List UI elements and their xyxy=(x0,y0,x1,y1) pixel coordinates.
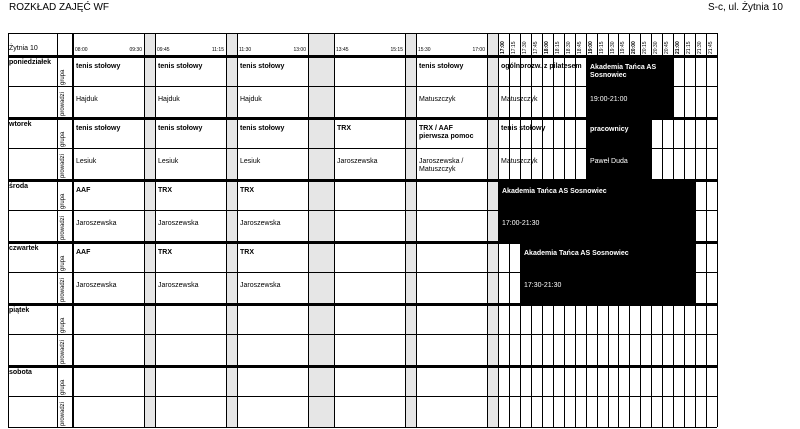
time-header-end: 15:15 xyxy=(390,47,403,53)
column-line xyxy=(226,33,227,427)
activity-name: TRX / AAF pierwsza pomoc xyxy=(419,125,474,140)
day-name: sobota xyxy=(9,369,32,376)
booking-info: Paweł Duda xyxy=(590,158,628,165)
activity-name: tenis stołowy xyxy=(240,63,285,70)
grid-left-line xyxy=(8,33,9,427)
activity-name: tenis stołowy xyxy=(158,125,203,132)
quarter-slot-label: 18:30 xyxy=(565,41,572,54)
quarter-slot-label: 20:30 xyxy=(653,41,660,54)
quarter-slot-label: 18:00 xyxy=(543,41,550,54)
activity-name: AAF xyxy=(76,187,91,194)
instructor-name: Hajduk xyxy=(240,96,262,103)
header-top-line xyxy=(8,33,717,34)
column-line xyxy=(144,33,145,427)
quarter-slot-label: 21:45 xyxy=(708,41,715,54)
quarter-slot-label: 19:45 xyxy=(620,41,627,54)
booking-title: Akademia Tańca AS Sosnowiec xyxy=(502,188,607,195)
venue-address: S-c, ul. Żytnia 10 xyxy=(707,2,783,13)
quarter-slot-label: 18:15 xyxy=(554,41,561,54)
quarter-slot-label: 20:45 xyxy=(664,41,671,54)
booking-info: 17:30-21:30 xyxy=(524,282,562,289)
column-line xyxy=(308,33,309,427)
group-row-label: grupa xyxy=(60,131,66,147)
activity-name: tenis stołowy xyxy=(158,63,203,70)
activity-name: tenis stołowy xyxy=(501,125,546,132)
time-header-end: 09:30 xyxy=(129,47,142,53)
instructor-name: Jaroszewska xyxy=(76,282,117,289)
instructor-name: Lesiuk xyxy=(158,158,179,165)
booking-info: 19:00-21:00 xyxy=(590,96,628,103)
quarter-slot-label: 17:00 xyxy=(500,41,506,54)
time-header-end: 11:15 xyxy=(211,47,224,53)
leader-row-label: prowadzi xyxy=(60,215,66,240)
leader-row-label: prowadzi xyxy=(60,339,66,364)
column-line xyxy=(334,33,335,427)
time-header-start: 08:00 xyxy=(75,47,88,53)
activity-name: TRX xyxy=(240,249,254,256)
instructor-name: Lesiuk xyxy=(240,158,261,165)
schedule-title: ROZKŁAD ZAJĘĆ WF xyxy=(9,2,110,13)
instructor-name: Hajduk xyxy=(76,96,98,103)
quarter-slot-label: 18:45 xyxy=(576,41,583,54)
row-separator-line xyxy=(8,396,717,397)
quarter-slot-line xyxy=(695,33,696,427)
quarter-slot-line xyxy=(706,33,707,427)
quarter-slot-label: 17:45 xyxy=(532,41,539,54)
booking-title: pracownicy xyxy=(590,126,629,133)
booking-title: Akademia Tańca AS Sosnowiec xyxy=(590,64,657,79)
leader-row-label: prowadzi xyxy=(60,91,66,116)
activity-name: tenis stołowy xyxy=(76,125,121,132)
column-line xyxy=(487,33,488,427)
grid-bottom-line xyxy=(8,427,717,428)
leader-row-label: prowadzi xyxy=(60,153,66,178)
instructor-name: Matuszczyk xyxy=(419,96,456,103)
column-line xyxy=(405,33,406,427)
booking-info: 17:00-21:30 xyxy=(502,220,540,227)
instructor-name: Matuszczyk xyxy=(501,158,538,165)
instructor-name: Jaroszewska xyxy=(240,220,281,227)
quarter-slot-label: 21:00 xyxy=(675,41,682,54)
instructor-name: Hajduk xyxy=(158,96,180,103)
day-name: czwartek xyxy=(9,245,39,252)
instructor-name: Jaroszewska / Matuszczyk xyxy=(419,158,464,173)
activity-name: TRX xyxy=(158,249,172,256)
activity-name: TRX xyxy=(240,187,254,194)
leader-row-label: prowadzi xyxy=(60,401,66,426)
label-column-line xyxy=(57,33,58,427)
group-row-label: grupa xyxy=(60,255,66,271)
instructor-name: Jaroszewska xyxy=(337,158,378,165)
time-header-start: 09:45 xyxy=(157,47,170,53)
instructor-name: Jaroszewska xyxy=(158,220,199,227)
time-header-start: 13:45 xyxy=(336,47,349,53)
day-name: poniedziałek xyxy=(9,59,52,66)
group-row-label: grupa xyxy=(60,193,66,209)
day-separator-line xyxy=(8,303,717,306)
day-name: piątek xyxy=(9,307,30,314)
group-row-label: grupa xyxy=(60,317,66,333)
quarter-slot-label: 20:15 xyxy=(642,41,649,54)
column-line xyxy=(416,33,417,427)
column-line xyxy=(155,33,156,427)
activity-name: AAF xyxy=(76,249,91,256)
row-separator-line xyxy=(8,334,717,335)
activity-name: tenis stołowy xyxy=(76,63,121,70)
day-name: środa xyxy=(9,183,29,190)
quarter-slot-label: 21:15 xyxy=(686,41,693,54)
instructor-name: Lesiuk xyxy=(76,158,97,165)
group-row-label: grupa xyxy=(60,379,66,395)
leader-row-label: prowadzi xyxy=(60,277,66,302)
activity-name: tenis stołowy xyxy=(419,63,464,70)
activity-name: ogólnorozw. z pilatesem xyxy=(501,63,582,70)
instructor-name: Jaroszewska xyxy=(240,282,281,289)
activity-name: TRX xyxy=(337,125,351,132)
quarter-slot-label: 19:00 xyxy=(587,41,594,54)
quarter-slot-label: 20:00 xyxy=(631,41,638,54)
quarter-slot-label: 17:30 xyxy=(521,41,528,54)
day-separator-line xyxy=(8,365,717,368)
time-header-end: 13:00 xyxy=(293,47,306,53)
grid-right-line xyxy=(717,33,718,427)
booking-title: Akademia Tańca AS Sosnowiec xyxy=(524,250,629,257)
time-header-end: 17:00 xyxy=(472,47,485,53)
instructor-name: Jaroszewska xyxy=(158,282,199,289)
activity-name: tenis stołowy xyxy=(240,125,285,132)
group-row-label: grupa xyxy=(60,69,66,85)
quarter-slot-label: 17:15 xyxy=(510,41,517,54)
day-name: wtorek xyxy=(9,121,32,128)
instructor-name: Jaroszewska xyxy=(76,220,117,227)
quarter-slot-label: 19:30 xyxy=(609,41,616,54)
quarter-slot-label: 21:30 xyxy=(697,41,704,54)
column-line xyxy=(237,33,238,427)
time-header-start: 11:30 xyxy=(239,47,252,53)
instructor-name: Matuszczyk xyxy=(501,96,538,103)
time-header-start: 15:30 xyxy=(418,47,431,53)
venue-label: Żytnia 10 xyxy=(9,45,38,52)
activity-name: TRX xyxy=(158,187,172,194)
column-line xyxy=(73,33,74,427)
quarter-slot-label: 19:15 xyxy=(598,41,605,54)
